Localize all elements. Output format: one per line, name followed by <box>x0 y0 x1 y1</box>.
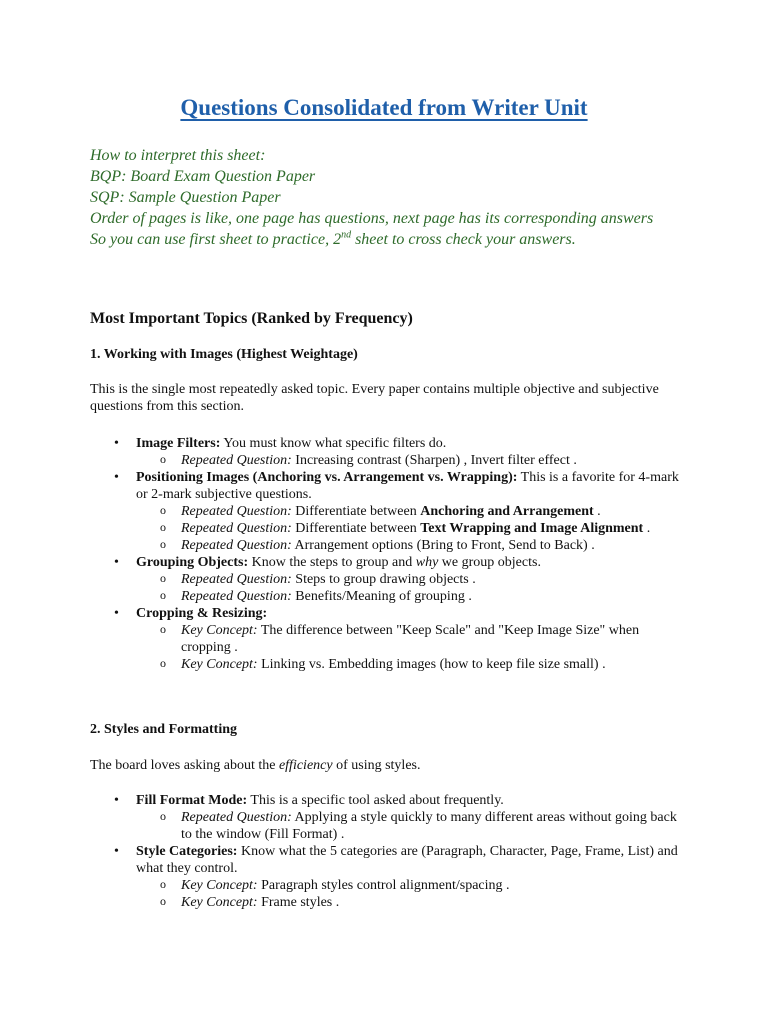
intro-line: So you can use first sheet to practice, 2nd sheet to cross check your answers. <box>90 229 576 248</box>
section-1-intro: This is the single most repeatedly asked topic. Every paper contains multiple objective and subjective questions from this section. <box>90 382 659 414</box>
sub-list-item: o Repeated Question: Increasing contrast (Sharpen) , Invert filter effect . <box>136 452 690 469</box>
sub-list-item: o Repeated Question: Benefits/Meaning of grouping . <box>136 588 690 605</box>
section-2-intro: The board loves asking about the efficiency of using styles. <box>90 758 421 773</box>
intro-line: Order of pages is like, one page has questions, next page has its corresponding answers <box>90 210 654 227</box>
sub-list-item: o Key Concept: Linking vs. Embedding images (how to keep file size small) . <box>136 656 690 673</box>
sub-list-item: o Repeated Question: Steps to group drawing objects . <box>136 571 690 588</box>
sub-list-item: o Key Concept: Paragraph styles control alignment/spacing . <box>136 877 690 894</box>
list-item: • Positioning Images (Anchoring vs. Arrangement vs. Wrapping): This is a favorite for 4-mark or 2-mark subjective questions. o Repeated Question: Differentiate between Anchoring and Arrangement . o Repeated Question: Differentiate between Text Wrapping and Image Alignment . o Repeated Question: Arrangement options (Bring to Front, Send to Back) . <box>90 469 690 554</box>
sub-list-item: o Repeated Question: Differentiate between Text Wrapping and Image Alignment . <box>136 520 690 537</box>
section-2-list <box>90 792 690 911</box>
list-item: • Image Filters: You must know what specific filters do. o Repeated Question: Increasing contrast (Sharpen) , Invert filter effect . <box>90 435 690 469</box>
main-heading: Most Important Topics (Ranked by Frequency) <box>90 310 413 327</box>
list-item: • Grouping Objects: Know the steps to group and why we group objects. o Repeated Question: Steps to group drawing objects . o Repeated Question: Benefits/Meaning of grouping . <box>90 554 690 605</box>
list-item: • Style Categories: Know what the 5 categories are (Paragraph, Character, Page, Frame, List) and what they control. o Key Concept: Paragraph styles control alignment/spacing . o Key Concept: Frame styles . <box>90 843 690 911</box>
sub-list-item: o Repeated Question: Differentiate between Anchoring and Arrangement . <box>136 503 690 520</box>
section-1-list <box>90 435 690 673</box>
intro-line: BQP: Board Exam Question Paper <box>90 168 316 185</box>
intro-line: SQP: Sample Question Paper <box>90 189 281 206</box>
intro-notes <box>90 145 690 250</box>
section-2-heading: 2. Styles and Formatting <box>90 722 237 737</box>
intro-line: How to interpret this sheet: <box>90 147 266 164</box>
sub-list-item: o Repeated Question: Applying a style quickly to many different areas without going back to the window (Fill Format) . <box>136 809 690 843</box>
sub-list-item: o Key Concept: The difference between "Keep Scale" and "Keep Image Size" when cropping . <box>136 622 690 656</box>
sub-list-item: o Repeated Question: Arrangement options (Bring to Front, Send to Back) . <box>136 537 690 554</box>
sub-list-item: o Key Concept: Frame styles . <box>136 894 690 911</box>
section-1-heading: 1. Working with Images (Highest Weightage) <box>90 347 358 362</box>
list-item: • Cropping & Resizing: o Key Concept: The difference between "Keep Scale" and "Keep Image Size" when cropping . o Key Concept: Linking vs. Embedding images (how to keep file size small) . <box>90 605 690 673</box>
page-title: Questions Consolidated from Writer Unit <box>180 95 588 120</box>
list-item: • Fill Format Mode: This is a specific tool asked about frequently. o Repeated Question: Applying a style quickly to many different areas without going back to the window (Fill Format) . <box>90 792 690 843</box>
